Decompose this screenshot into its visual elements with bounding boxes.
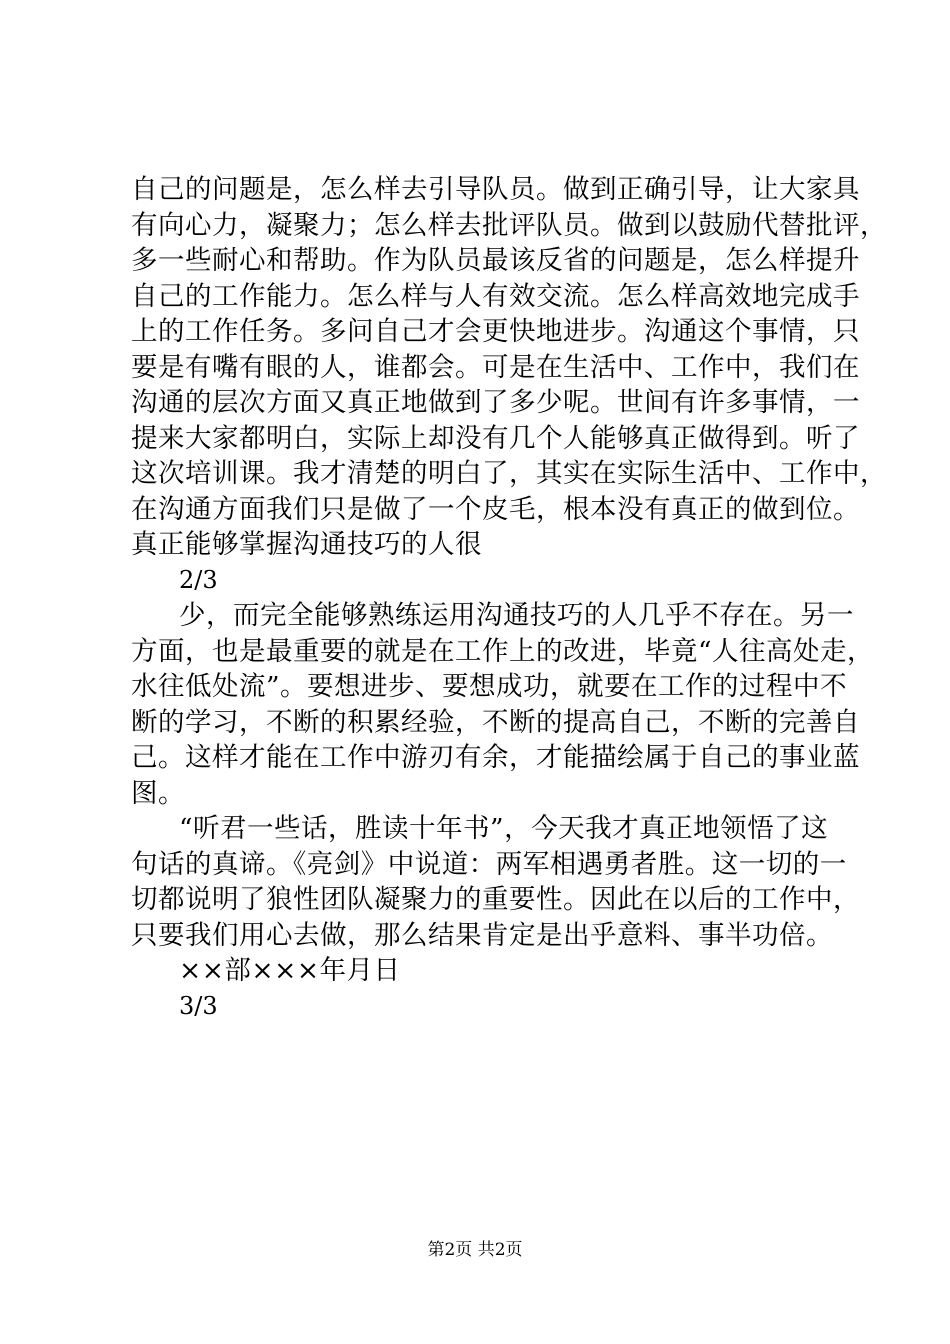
text-line: 沟通的层次方面又真正地做到了多少呢。世间有许多事情，一 [131, 387, 860, 418]
page-footer: 第2页 共2页 [427, 1240, 523, 1260]
text-line: 自己的问题是，怎么样去引导队员。做到正确引导，让大家具 [131, 174, 860, 205]
body-text [131, 172, 887, 1024]
text-line: 方面，也是最重要的就是在工作上的改进，毕竟“人往高处走， [131, 635, 875, 667]
text-line: 多一些耐心和帮助。作为队员最该反省的问题是，怎么样提升 [131, 245, 860, 276]
text-line: 真正能够掌握沟通技巧的人很 [131, 529, 482, 560]
paragraph-start: 少，而完全能够熟练运用沟通技巧的人几乎不存在。另一 [179, 600, 854, 631]
text-line: 图。 [131, 777, 185, 809]
signature-line: ××部×××年月日 [179, 955, 401, 986]
text-line: 提来大家都明白，实际上却没有几个人能够真正做得到。听了 [131, 422, 860, 454]
page-marker: 3/3 [179, 991, 218, 1020]
text-line: 上的工作任务。多问自己才会更快地进步。沟通这个事情，只 [131, 316, 860, 347]
paragraph-start: “听君一些话，胜读十年书”，今天我才真正地领悟了这 [179, 813, 829, 844]
text-line: 在沟通方面我们只是做了一个皮毛，根本没有真正的做到位。 [131, 493, 860, 525]
text-line: 断的学习，不断的积累经验，不断的提高自己，不断的完善自 [131, 706, 860, 738]
page-marker: 2/3 [179, 565, 218, 594]
text-line: 自己的工作能力。怎么样与人有效交流。怎么样高效地完成手 [131, 280, 860, 312]
text-line: 切都说明了狼性团队凝聚力的重要性。因此在以后的工作中， [131, 884, 860, 915]
text-line: 要是有嘴有眼的人，谁都会。可是在生活中、工作中，我们在 [131, 351, 860, 383]
text-line: 己。这样才能在工作中游刃有余，才能描绘属于自己的事业蓝 [131, 742, 860, 773]
text-line: 水往低处流”。要想进步、要想成功，就要在工作的过程中不 [131, 671, 848, 702]
text-line: 只要我们用心去做，那么结果肯定是出乎意料、事半功倍。 [131, 919, 833, 951]
text-line: 有向心力，凝聚力；怎么样去批评队员。做到以鼓励代替批评， [131, 209, 887, 241]
text-line: 这次培训课。我才清楚的明白了，其实在实际生活中、工作中， [131, 458, 887, 489]
text-line: 句话的真谛。《亮剑》中说道：两军相遇勇者胜。这一切的一 [131, 848, 847, 880]
